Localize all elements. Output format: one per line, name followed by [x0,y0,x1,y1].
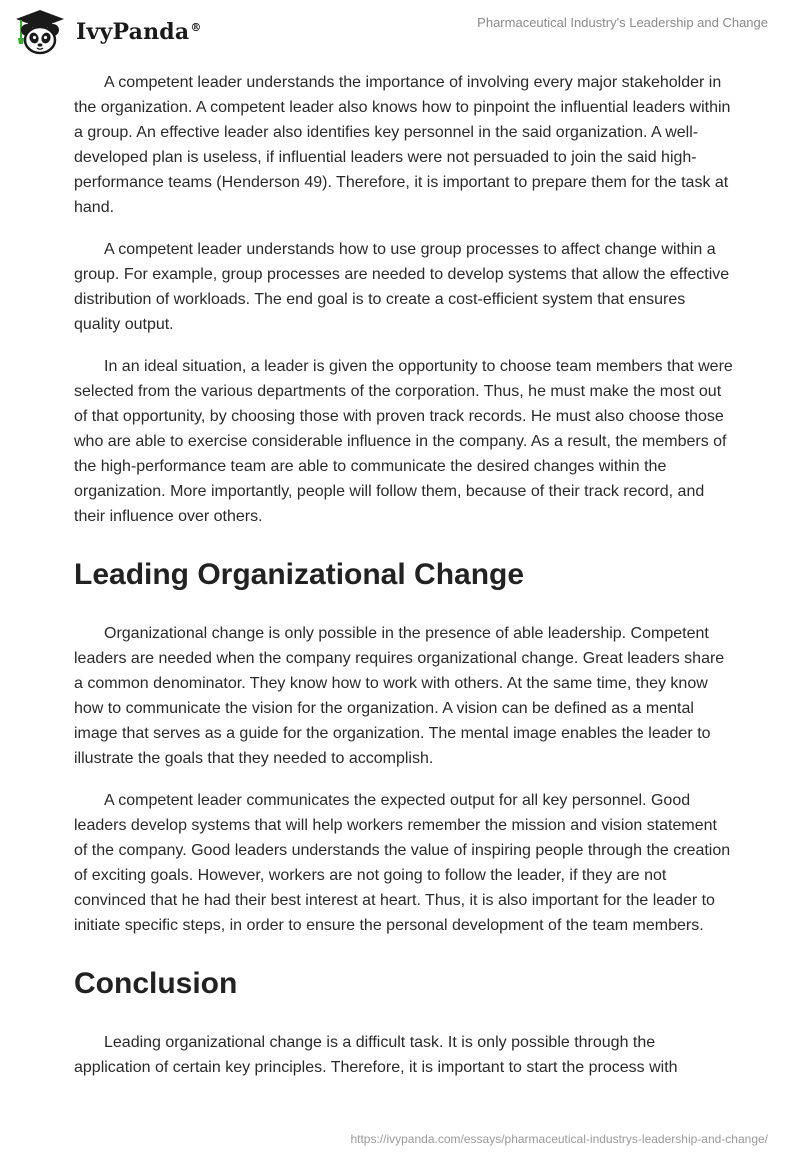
brand-name-text: IvyPanda [76,19,190,45]
source-url-link[interactable]: https://ivypanda.com/essays/pharmaceutical-industrys-leadership-and-change/ [350,1132,768,1146]
paragraph: In an ideal situation, a leader is given the opportunity to choose team members that were selected from the various departments of the corporation. Thus, he must make the most out of that opportunity, by choosing those with proven track records. He must also choose those who are able to exercise considerable influence in the company. As a result, the members of the high-performance team are able to communicate the desired changes within the organization. More importantly, people will follow them, because of their track record, and their influence over others. [74,358,733,525]
brand-logo[interactable] [14,8,202,56]
paragraph: A competent leader understands the importance of involving every major stakeholder in the organization. A competent leader also knows how to pinpoint the influential leaders within a group. An effective leader also identifies key personnel in the said organization. A well-developed plan is useless, if influential leaders were not persuaded to join the said high-performance teams (Henderson 49). Therefore, it is important to prepare them for the task at hand. [74,74,731,216]
essay-content [74,70,734,1097]
brand-name [76,19,202,45]
section-heading: Conclusion [74,967,238,1000]
paragraph: Leading organizational change is a difficult task. It is only possible through the application of certain key principles. Therefore, it is important to start the process with [74,1034,678,1076]
panda-graduate-logo-icon [14,8,66,56]
section-heading: Leading Organizational Change [74,558,525,591]
document-title: Pharmaceutical Industry's Leadership and Change [477,15,768,30]
paragraph: A competent leader understands how to use group processes to affect change within a group. For example, group processes are needed to develop systems that allow the effective distribution of workloads. The end goal is to create a cost-efficient system that ensures quality output. [74,241,730,333]
paragraph: A competent leader communicates the expected output for all key personnel. Good leaders develop systems that will help workers remember the mission and vision statement of the company. Good leaders understands the value of inspiring people through the creation of exciting goals. However, workers are not going to follow the leader, if they are not convinced that he had their best interest at heart. Thus, it is also important for the leader to initiate specific steps, in order to ensure the personal development of the team members. [74,792,731,934]
registered-mark: ® [190,20,202,34]
page-header [0,0,800,62]
paragraph: Organizational change is only possible in the presence of able leadership. Competent leaders are needed when the company requires organizational change. Great leaders share a common denominator. They know how to work with others. At the same time, they know how to communicate the vision for the organization. A vision can be defined as a mental image that serves as a guide for the organization. The mental image enables the leader to illustrate the goals that they needed to accomplish. [74,625,725,767]
